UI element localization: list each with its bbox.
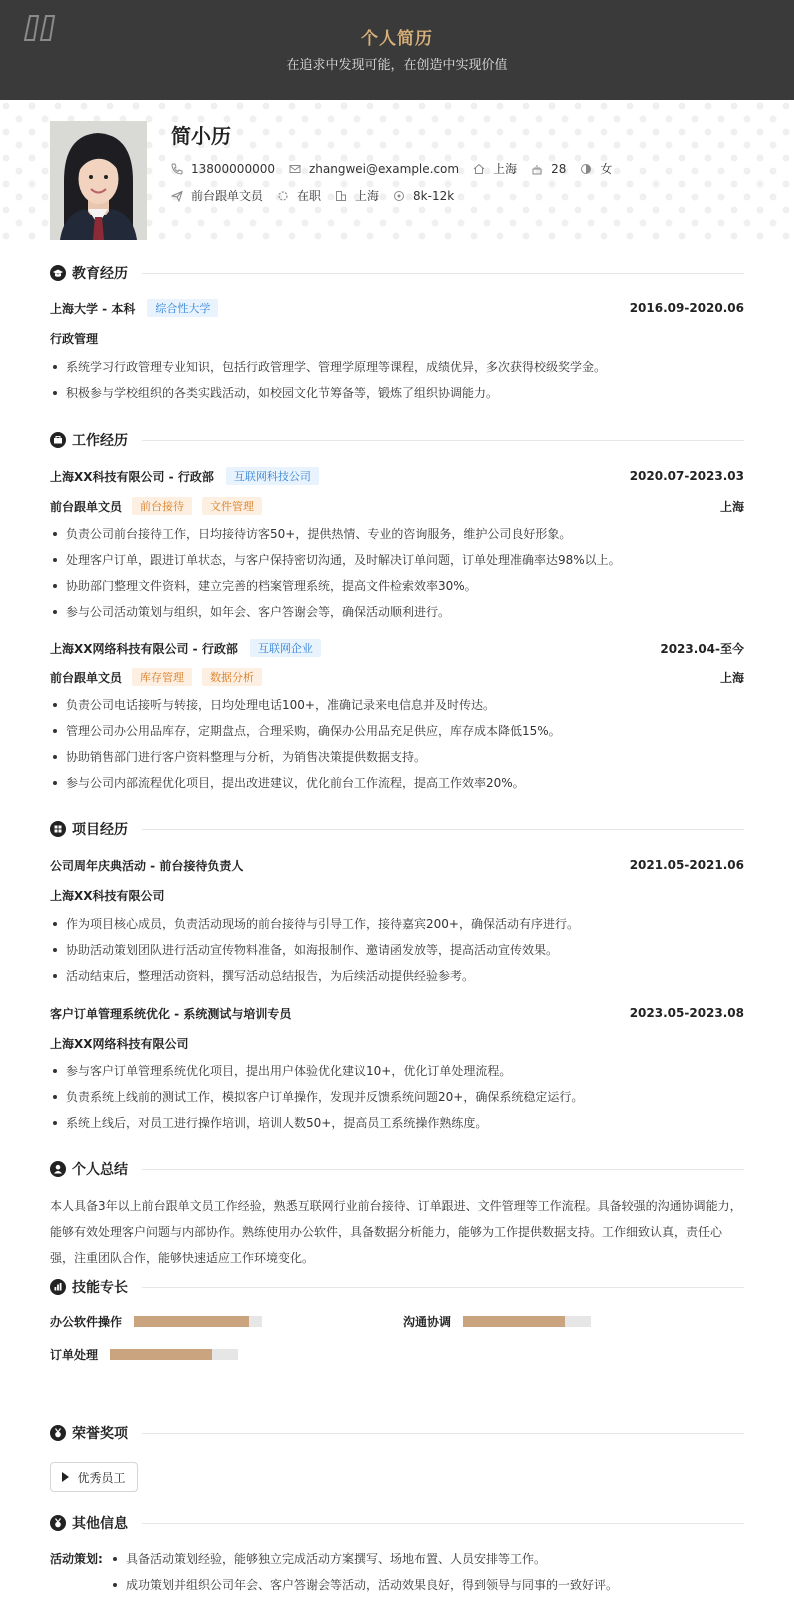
profile-block	[0, 100, 794, 240]
skill-bar	[110, 1349, 238, 1360]
header-subtitle: 在追求中发现可能，在创造中实现价值	[286, 58, 508, 73]
skill-item	[50, 1313, 262, 1330]
candidate-name: 简小历	[171, 124, 231, 148]
job-value: 前台跟单文员	[191, 189, 264, 203]
education-period: 2016.09-2020.06	[629, 301, 744, 315]
building-icon	[335, 190, 347, 202]
list-item: 管理公司办公用品库存，定期盘点，合理采购，确保办公用品充足供应，库存成本降低15%。	[50, 722, 744, 748]
age-value: 28	[551, 161, 567, 176]
summary-title: 个人总结	[72, 1162, 128, 1178]
project-title: 项目经历	[72, 822, 128, 838]
contact-row	[171, 160, 626, 177]
project-1-bullets	[50, 915, 744, 993]
phone-item	[171, 162, 275, 176]
list-item: 成功策划并组织公司年会、客户答谢会等活动，活动效果良好，得到领导与同事的一致好评。	[110, 1576, 740, 1602]
list-item: 协助部门整理文件资料，建立完善的档案管理系统，提高文件检索效率30%。	[50, 577, 744, 603]
graduation-cap-icon	[50, 265, 66, 281]
project-2-title: 客户订单管理系统优化 - 系统测试与培训专员	[50, 1006, 292, 1021]
skill-bar-fill	[110, 1349, 212, 1360]
work-2-role: 前台跟单文员	[50, 670, 123, 685]
salary-value: 8k-12k	[413, 188, 455, 203]
bar-chart-icon	[50, 1279, 66, 1295]
major-row	[50, 329, 744, 347]
skill-bar	[463, 1316, 591, 1327]
list-item: 具备活动策划经验，能够独立完成活动方案撰写、场地布置、人员安排等工作。	[110, 1550, 740, 1576]
city-item	[335, 187, 379, 204]
project-1-header	[50, 856, 744, 874]
list-item: 协助销售部门进行客户资料整理与分析，为销售决策提供数据支持。	[50, 748, 744, 774]
other-label: 活动策划:	[50, 1552, 103, 1566]
project-section-title	[50, 820, 744, 838]
project-2-header	[50, 1004, 744, 1022]
school-name: 上海大学 - 本科	[50, 301, 136, 316]
skill-item	[403, 1313, 591, 1330]
major-name: 行政管理	[50, 331, 99, 346]
city-value: 上海	[355, 189, 380, 203]
home-value: 上海	[493, 162, 518, 176]
header-title: 个人简历	[361, 29, 433, 49]
project-2-company-row	[50, 1034, 744, 1052]
skill-name: 沟通协调	[403, 1315, 452, 1329]
project-2-company: 上海XX网络科技有限公司	[50, 1036, 189, 1051]
work-1-skill-tag: 文件管理	[202, 497, 262, 515]
education-bullets	[50, 358, 744, 410]
list-item: 活动结束后，整理活动资料，撰写活动总结报告，为后续活动提供经验参考。	[50, 967, 744, 993]
info-icon	[50, 1515, 66, 1531]
project-icon	[50, 821, 66, 837]
salary-icon	[393, 190, 405, 202]
list-item: 参与公司内部流程优化项目，提出改进建议，优化前台工作流程，提高工作效率20%。	[50, 774, 744, 800]
list-item: 处理客户订单，跟进订单状态，与客户保持密切沟通，及时解决订单问题，订单处理准确率达98%以上。	[50, 551, 744, 577]
summary-text: 本人具备3年以上前台跟单文员工作经验，熟悉互联网行业前台接待、订单跟进、文件管理等工作流程。具备较强的沟通协调能力，能够有效处理客户问题与内部协作。熟练使用办公软件，具备数据分析能力，能够为工作提供数据支持。工作细致认真，责任心强，注重团队合作，能够快速适应工作环境变化。	[50, 1199, 742, 1265]
work-1-header	[50, 467, 744, 485]
status-icon	[277, 190, 289, 202]
skill-name: 办公软件操作	[50, 1315, 123, 1329]
education-title: 教育经历	[72, 266, 128, 282]
school-tag: 综合性大学	[147, 299, 218, 317]
salary-item	[393, 189, 454, 203]
work-2-role-row	[50, 668, 744, 686]
project-2-period: 2023.05-2023.08	[629, 1006, 744, 1020]
education-header	[50, 299, 744, 317]
list-item: 作为项目核心成员，负责活动现场的前台接待与引导工作，接待嘉宾200+，确保活动有序进行。	[50, 915, 744, 941]
work-2-period: 2023.04-至今	[660, 641, 744, 656]
skill-bar-fill	[463, 1316, 565, 1327]
job-item	[171, 187, 263, 204]
other-title: 其他信息	[72, 1516, 128, 1532]
project-1-company: 上海XX科技有限公司	[50, 888, 165, 903]
work-1-role: 前台跟单文员	[50, 499, 123, 514]
briefcase-icon	[50, 432, 66, 448]
send-icon	[171, 190, 183, 202]
cake-icon	[531, 163, 543, 175]
list-item: 负责公司前台接待工作，日均接待访客50+，提供热情、专业的咨询服务，维护公司良好形象。	[50, 525, 744, 551]
honors-section-title	[50, 1424, 744, 1442]
list-item: 积极参与学校组织的各类实践活动，如校园文化节筹备等，锻炼了组织协调能力。	[50, 384, 744, 410]
list-item: 系统上线后，对员工进行操作培训，培训人数50+，提高员工系统操作熟练度。	[50, 1114, 744, 1140]
list-item: 负责公司电话接听与转接，日均处理电话100+，准确记录来电信息并及时传达。	[50, 696, 744, 722]
age-item	[531, 162, 566, 176]
list-item: 系统学习行政管理专业知识，包括行政管理学、管理学原理等课程，成绩优异，多次获得校级奖学金。	[50, 358, 744, 384]
work-1-company-tag: 互联网科技公司	[226, 467, 319, 485]
work-2-skill-tag: 库存管理	[132, 668, 192, 686]
avatar-photo	[50, 121, 147, 240]
gender-icon	[580, 163, 592, 175]
gender-value: 女	[600, 162, 613, 176]
user-icon	[50, 1161, 66, 1177]
skill-bar-fill	[134, 1316, 249, 1327]
work-1-period: 2020.07-2023.03	[629, 469, 744, 483]
work-2-company: 上海XX网络科技有限公司 - 行政部	[50, 641, 238, 656]
resume-header	[0, 0, 794, 100]
email-item	[289, 162, 459, 176]
work-1-role-row	[50, 497, 744, 515]
project-1-period: 2021.05-2021.06	[629, 858, 744, 872]
skills-section-title	[50, 1278, 744, 1296]
status-item	[277, 187, 321, 204]
other-bullets	[110, 1550, 740, 1602]
award-label: 优秀员工	[77, 1470, 126, 1485]
award-badge	[50, 1462, 138, 1492]
work-2-bullets	[50, 696, 744, 800]
education-section-title	[50, 264, 744, 282]
work-2-header	[50, 639, 744, 657]
project-1-company-row	[50, 886, 744, 904]
skills-title: 技能专长	[72, 1280, 128, 1296]
other-section-title	[50, 1514, 744, 1532]
list-item: 协助活动策划团队进行活动宣传物料准备，如海报制作、邀请函发放等，提高活动宣传效果。	[50, 941, 744, 967]
gender-item	[580, 160, 612, 177]
work-1-company: 上海XX科技有限公司 - 行政部	[50, 469, 214, 484]
work-2-skill-tag: 数据分析	[202, 668, 262, 686]
skill-item	[50, 1346, 238, 1363]
list-item: 参与公司活动策划与组织，如年会、客户答谢会等，确保活动顺利进行。	[50, 603, 744, 629]
summary-section-title	[50, 1160, 744, 1178]
status-value: 在职	[297, 189, 322, 203]
list-item: 负责系统上线前的测试工作，模拟客户订单操作，发现并反馈系统问题20+，确保系统稳定运行。	[50, 1088, 744, 1114]
email-icon	[289, 163, 301, 175]
work-2-location: 上海	[719, 670, 744, 685]
home-item	[473, 160, 517, 177]
skill-name: 订单处理	[50, 1348, 99, 1362]
email-value: zhangwei@example.com	[308, 161, 460, 176]
work-1-location: 上海	[719, 499, 744, 514]
play-icon	[62, 1472, 69, 1482]
list-item: 参与客户订单管理系统优化项目，提出用户体验优化建议10+，优化订单处理流程。	[50, 1062, 744, 1088]
job-row	[171, 187, 468, 204]
phone-value: 13800000000	[191, 161, 275, 176]
work-title: 工作经历	[72, 433, 128, 449]
project-2-bullets	[50, 1062, 744, 1140]
phone-icon	[171, 163, 183, 175]
work-section-title	[50, 431, 744, 449]
work-1-bullets	[50, 525, 744, 629]
home-icon	[473, 163, 485, 175]
medal-icon	[50, 1425, 66, 1441]
honors-title: 荣誉奖项	[72, 1426, 128, 1442]
work-1-skill-tag: 前台接待	[132, 497, 192, 515]
skill-bar	[134, 1316, 262, 1327]
work-2-company-tag: 互联网企业	[250, 639, 321, 657]
project-1-title: 公司周年庆典活动 - 前台接待负责人	[50, 858, 244, 873]
